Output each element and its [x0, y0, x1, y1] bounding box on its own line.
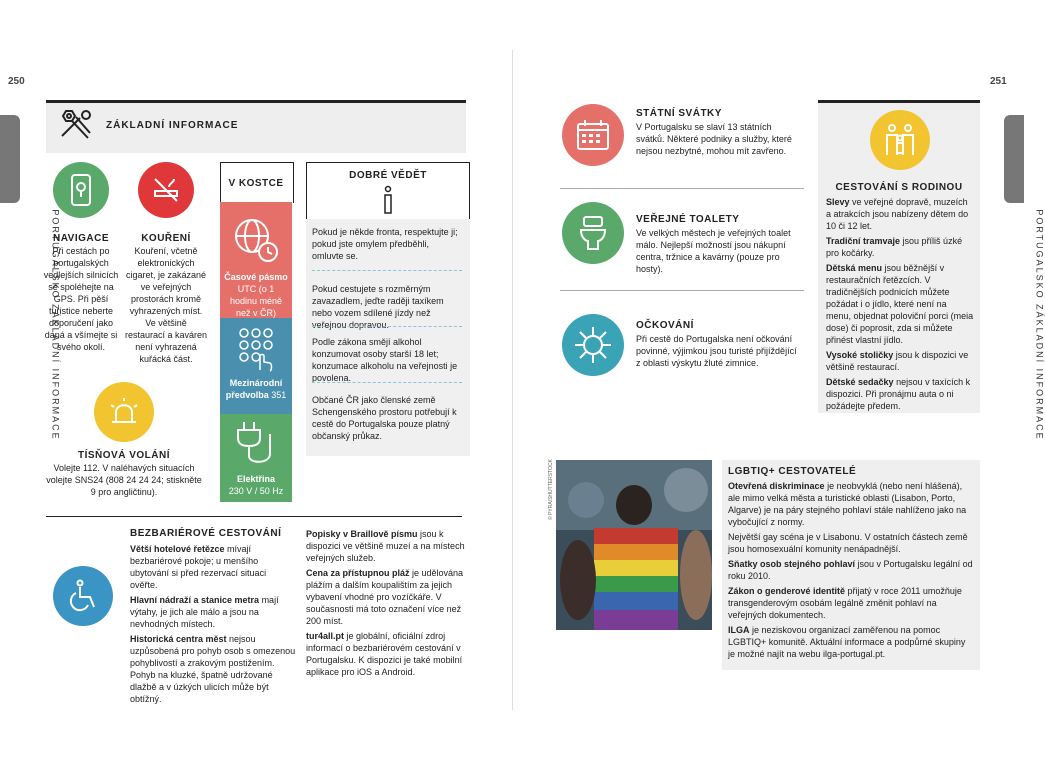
family-item: Vysoké stoličky jsou k dispozici ve většině restaurací.	[826, 350, 969, 372]
side-label-right: PORTUGALSKO ZÁKLADNÍ INFORMACE	[1034, 209, 1045, 441]
page-gutter	[512, 50, 513, 710]
no-smoking-icon	[149, 173, 183, 207]
page-number-right: 251	[990, 76, 1007, 87]
lgbtiq-item: ILGA je neziskovou organizací zaměřenou na pomoc LGBTIQ+ komunitě. Aktuální informace a podpůrné skupiny je možné najít na webu ilga-portugal.pt.	[728, 625, 966, 659]
good-to-know-item: Podle zákona smějí alkohol konzumovat osoby starší 18 let; konzumace alkoholu na veřejnosti je povolena.	[312, 337, 458, 383]
family-text	[826, 196, 974, 415]
divider	[312, 326, 462, 327]
holidays-circle	[562, 104, 624, 166]
electricity-label: Elektřina	[236, 474, 276, 484]
divider	[560, 188, 804, 189]
siren-icon	[107, 397, 141, 427]
toilets-text: Ve velkých městech je veřejných toalet málo. Nejlepší možností jsou nákupní centra, tržnice a kavárny (pouze pro hosty).	[636, 228, 791, 274]
emergency-text: Volejte 112. V naléhavých situacích volejte SNS24 (808 24 24 24; stiskněte 9 pro angličtinu).	[46, 463, 202, 497]
family-circle	[870, 110, 930, 170]
section-title: ZÁKLADNÍ INFORMACE	[106, 120, 239, 131]
lgbtiq-item: Otevřená diskriminace je neobvyklá (nebo není hlášená), ale mimo velká města a turistické oblasti (Lisabon, Porto, Algarve) je na páry stejného pohlaví stále nahlíženo jako na vybočující z normy.	[728, 481, 967, 527]
good-to-know-title: DOBRÉ VĚDĚT	[349, 170, 427, 181]
good-to-know-item: Pokud cestujete s rozměrným zavazadlem, jeďte raději taxíkem nebo vozem sdílené jízdy než veřejnou dopravou.	[312, 284, 444, 330]
navigation-title: NAVIGACE	[52, 233, 110, 244]
time-zone-value: UTC (o 1 hodinu méně než v ČR)	[229, 284, 283, 318]
phone-map-icon	[66, 173, 96, 207]
family-item: Dětská menu jsou běžnější v restauračních řetězcích. V tradičnějších podnicích můžete požádat i o jídlo, které není na menu, objednat poloviční porci (meia dose) či poprosit, zda si můžete přinést vlastní jídlo.	[826, 263, 974, 345]
family-icon	[882, 123, 918, 157]
lgbtiq-item: Zákon o genderové identitě přijatý v roce 2011 umožňuje transgenderovým osobám legálně změnit pohlaví na veřejných dokumentech.	[728, 586, 962, 620]
good-to-know-item: Pokud je někde fronta, respektujte ji; pokud jste omylem předběhli, omluvte se.	[312, 227, 458, 261]
vaccination-text: Při cestě do Portugalska není očkování povinné, výjimkou jsou turisté přijíždějící z oblasti výskytu žluté zimnice.	[636, 334, 797, 368]
time-zone-tile	[220, 202, 292, 318]
navigation-circle	[53, 162, 109, 218]
toilet-icon	[578, 215, 608, 251]
lgbtiq-item: Sňatky osob stejného pohlaví jsou v Portugalsku legální od roku 2010.	[728, 559, 973, 581]
accessibility-item: Hlavní nádraží a stanice metra mají výtahy, je jich ale málo a jsou na nevhodných místech.	[130, 595, 279, 629]
accessibility-circle	[53, 566, 113, 626]
divider	[312, 270, 462, 271]
page-number-left: 250	[8, 76, 25, 87]
calling-code-value: 351	[271, 390, 287, 400]
lgbtiq-item: Největší gay scéna je v Lisabonu. V ostatních částech země jsou homosexuální komunity nenápadnější.	[728, 532, 968, 554]
smoking-text: Kouření, včetně elektronických cigaret, je zakázané ve veřejných prostorách kromě vyhrazených míst. Ve většině restaurací a kaváren není vyhrazená kuřácká část.	[124, 246, 208, 364]
accessibility-col1	[130, 543, 296, 708]
accessibility-col2	[306, 528, 470, 681]
photo-credit: © PYRA/SHUTTERSTOCK	[548, 459, 554, 520]
family-item: Tradiční tramvaje jsou příliš úzké pro kočárky.	[826, 236, 963, 258]
smoking-circle	[138, 162, 194, 218]
toilets-title: VEŘEJNÉ TOALETY	[636, 214, 740, 225]
electricity-value: 230 V / 50 Hz	[228, 486, 284, 496]
plug-icon	[234, 420, 278, 466]
wheelchair-icon	[66, 579, 100, 613]
info-icon	[380, 185, 396, 215]
chapter-thumb-right	[1004, 115, 1024, 203]
divider	[312, 382, 462, 383]
accessibility-item: Větší hotelové řetězce mívají bezbariérové pokoje; u menšího ubytování si před rezervací situaci ověřte.	[130, 544, 267, 590]
calling-code-tile	[220, 318, 292, 414]
family-title: CESTOVÁNÍ S RODINOU	[835, 182, 963, 193]
electricity-tile	[220, 414, 292, 502]
tools-icon	[56, 108, 94, 142]
time-zone-label: Časové pásmo	[224, 272, 288, 282]
side-label-left: PORTUGALSKO ZÁKLADNÍ INFORMACE	[50, 209, 61, 441]
accessibility-item: tur4all.pt je globální, oficiální zdroj informací o bezbariérovém cestování v Portugalsku. K dispozici je také mobilní aplikace pro iOS a Android.	[306, 631, 463, 677]
v-kostce-title: V KOSTCE	[228, 178, 284, 189]
family-item: Slevy ve veřejné dopravě, muzeích a atrakcích jsou nabízeny dětem do 10 či 12 let.	[826, 197, 969, 231]
lgbtiq-text	[728, 480, 974, 663]
divider	[560, 290, 804, 291]
vaccination-circle	[562, 314, 624, 376]
accessibility-item: Cena za přístupnou pláž je udělována plážím a dalším koupalištím za jejich vybavení vhodné pro vozíčkáře. V současnosti má toto označení více než 200 míst.	[306, 568, 464, 626]
navigation-text: Při cestách po portugalských vedlejších silnicích se spoléhejte na GPS. Při pěší turistice neberte doporučení jako daná a všímejte si svého okolí.	[43, 246, 119, 352]
virus-icon	[573, 325, 613, 365]
divider	[46, 516, 462, 517]
lgbtiq-title: LGBTIQ+ CESTOVATELÉ	[728, 466, 857, 477]
keypad-icon	[236, 326, 276, 372]
vaccination-title: OČKOVÁNÍ	[636, 320, 694, 331]
accessibility-title: BEZBARIÉROVÉ CESTOVÁNÍ	[130, 528, 282, 539]
good-to-know-item: Občané ČR jako členské země Schengenského prostoru potřebují k cestě do Portugalska pouze platný občanský průkaz.	[312, 395, 457, 441]
accessibility-item: Popisky v Braillově písmu jsou k dispozici ve většině muzeí a na místech veřejných služeb.	[306, 529, 465, 563]
holidays-text: V Portugalsku se slaví 13 státních svátků. Některé podniky a služby, které nejsou nezbytné, mohou mít zavřeno.	[636, 122, 792, 156]
chapter-thumb-left	[0, 115, 20, 203]
calling-code-label: Mezinárodní předvolba	[225, 378, 283, 400]
toilets-circle	[562, 202, 624, 264]
pride-photo	[556, 460, 712, 630]
family-item: Dětské sedačky nejsou v taxících k dispozici. Při pronájmu auta o ni požádejte předem.	[826, 377, 971, 411]
emergency-circle	[94, 382, 154, 442]
smoking-title: KOUŘENÍ	[141, 233, 191, 244]
accessibility-item: Historická centra měst nejsou uzpůsobená pro pohyb osob s omezenou pohyblivostí a zrakovým postižením. Pohyb na kluzké, špatně udržované dlažbě a v úzkých ulicích může být obtížný.	[130, 634, 296, 704]
calendar-icon	[576, 119, 610, 151]
emergency-title: TÍSŇOVÁ VOLÁNÍ	[77, 450, 170, 461]
holidays-title: STÁTNÍ SVÁTKY	[636, 108, 722, 119]
globe-clock-icon	[230, 214, 282, 266]
